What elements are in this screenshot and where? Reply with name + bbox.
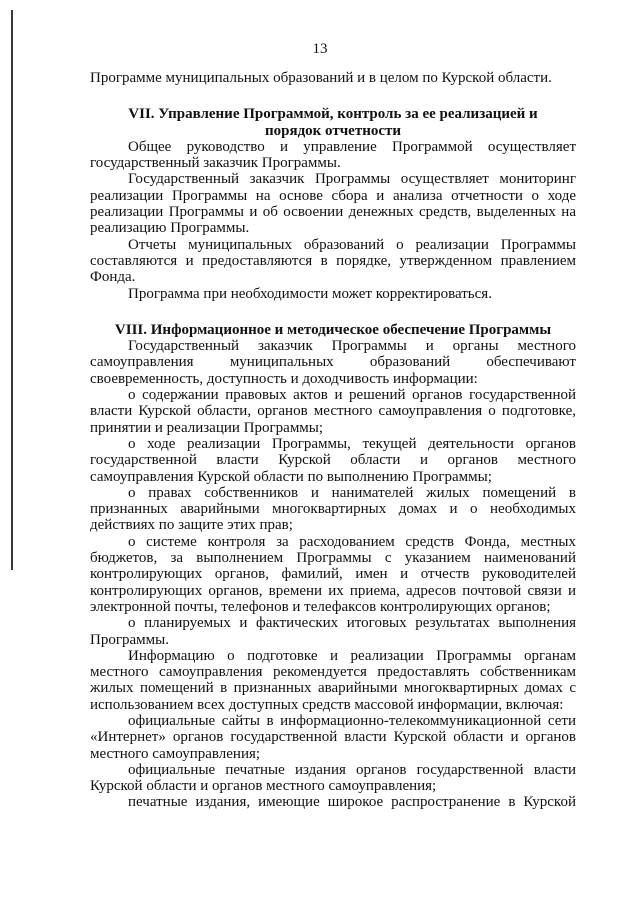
section-8-paragraph-2: о содержании правовых актов и решений органов государственной власти Курской области, органов местного самоуправления о подготовке, принятии и реализации Программы; xyxy=(90,387,576,436)
section-8-paragraph-3: о ходе реализации Программы, текущей деятельности органов государственной власти Курской области и органов местного самоуправления Курской области по выполнению Программы; xyxy=(90,435,576,485)
section-7-paragraph-4: Программа при необходимости может корректироваться. xyxy=(128,285,492,302)
page-number: 13 xyxy=(312,41,328,57)
section-8-paragraph-4: о правах собственников и нанимателей жилых помещений в признанных аварийными многоквартирных домах и о необходимых действиях по защите этих прав; xyxy=(90,484,576,534)
section-7-paragraph-1: Общее руководство и управление Программой осуществляет государственный заказчик Программы. xyxy=(90,138,576,172)
section-7-title-line-2: порядок отчетности xyxy=(264,122,402,139)
section-8-paragraph-6: о планируемых и фактических итоговых результатах выполнения Программы. xyxy=(90,615,576,648)
section-8-paragraph-5: о системе контроля за расходованием средств Фонда, местных бюджетов, за выполнением Программы с указанием наименований контролирующих органов, фамилий, имен и отчеств руководителей контролирующих органов, времени их приема, адресов почтовой связи и электронной почты, телефонов и телефаксов контролирующих органов; xyxy=(90,533,576,615)
section-7-paragraph-2: Государственный заказчик Программы осуществляет мониторинг реализации Программы на основе сбора и анализа отчетности о ходе реализации Программы и об освоении денежных средств, выделенных на реализацию Программы. xyxy=(90,171,576,237)
section-8-paragraph-1: Государственный заказчик Программы и органы местного самоуправления муниципальных образований обеспечивают своевременность, доступность и доходчивость информации: xyxy=(90,338,576,387)
document-body xyxy=(90,70,576,811)
section-7-paragraph-3: Отчеты муниципальных образований о реализации Программы составляются и предоставляются в порядке, утвержденном правлением Фонда. xyxy=(90,236,576,286)
scan-edge-line xyxy=(11,10,13,570)
section-8-paragraph-8: официальные сайты в информационно-телекоммуникационной сети «Интернет» органов государственной власти Курской области и органов местного самоуправления; xyxy=(90,712,576,762)
section-7-title-line-1: VII. Управление Программой, контроль за ее реализацией и xyxy=(128,106,538,123)
paragraph-continuation: Программе муниципальных образований и в целом по Курской области. xyxy=(90,70,552,86)
section-8-paragraph-9: официальные печатные издания органов государственной власти Курской области и органов местного самоуправления; xyxy=(90,761,576,795)
section-8-paragraph-10: печатные издания, имеющие широкое распространение в Курской xyxy=(128,794,576,811)
section-8-paragraph-7: Информацию о подготовке и реализации Программы органам местного самоуправления рекомендуется предоставлять собственникам жилых помещений в признанных аварийными многоквартирных домах с использованием всех доступных средств массовой информации, включая: xyxy=(90,647,576,713)
section-8-title: VIII. Информационное и методическое обеспечение Программы xyxy=(114,321,552,338)
